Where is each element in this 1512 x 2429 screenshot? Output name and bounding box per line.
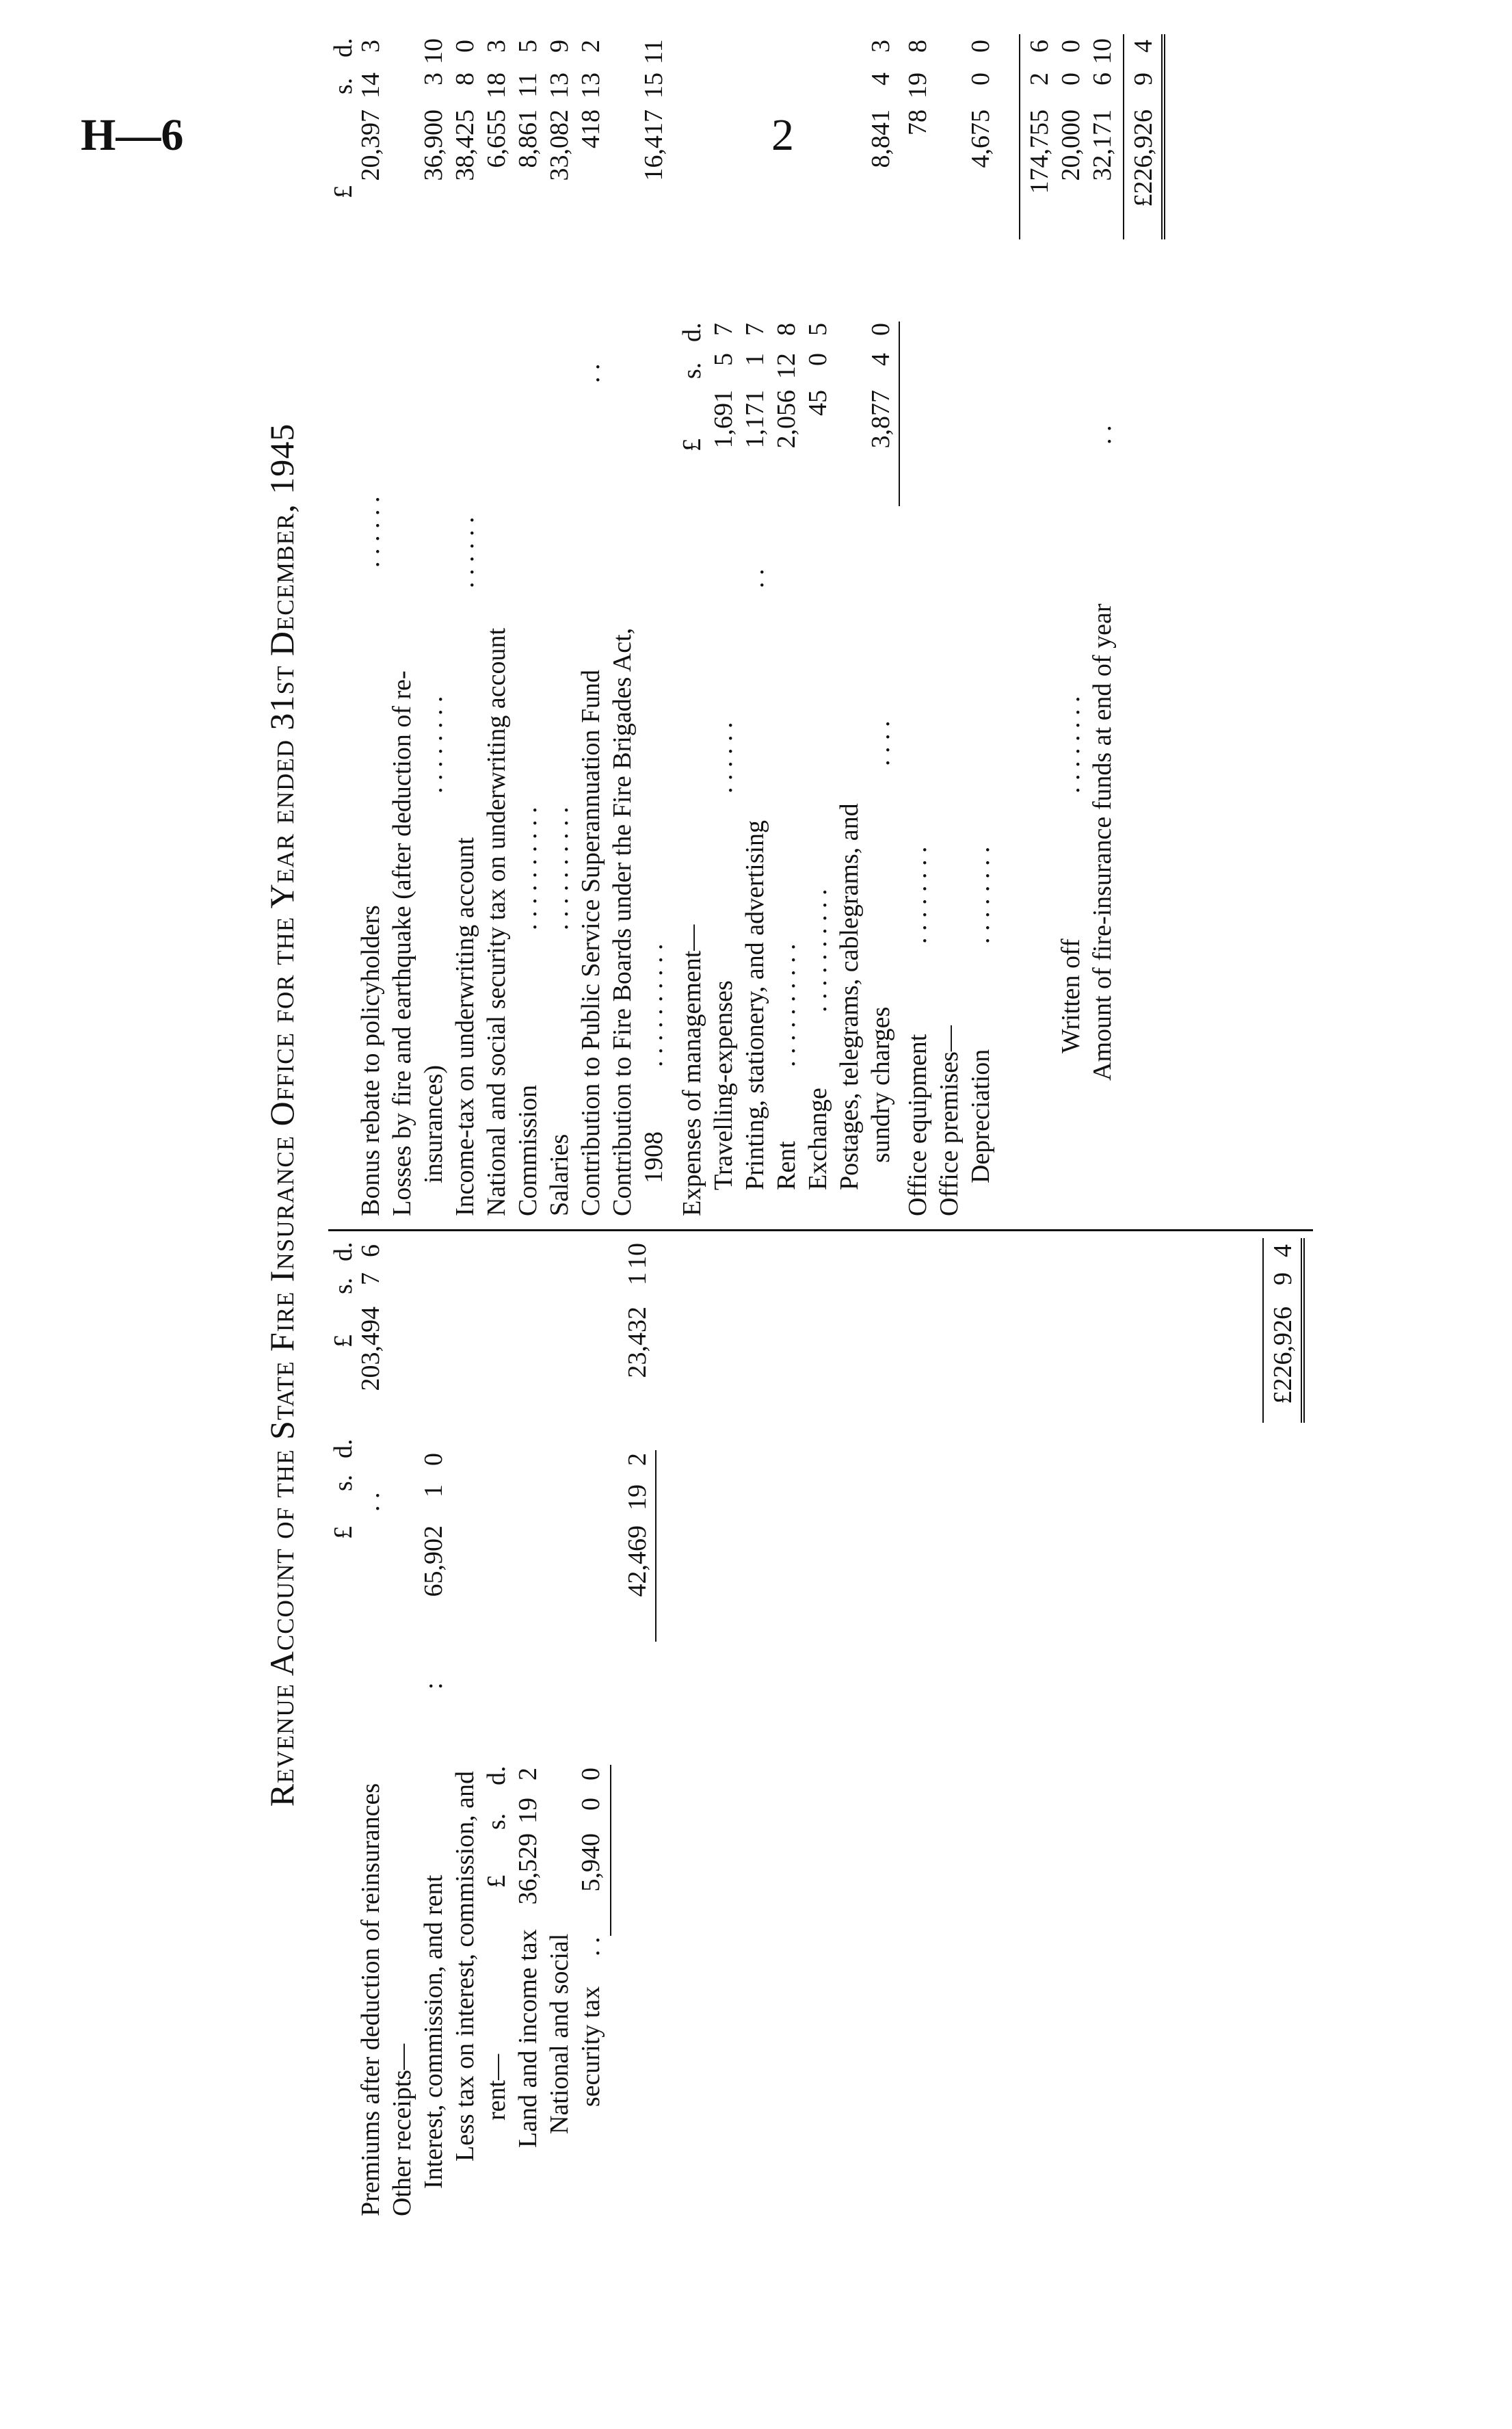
receipts-outer-pound-header: £	[329, 1335, 358, 1348]
national-security-pounds: 6,655	[482, 109, 511, 168]
office-equipment-pounds: 78	[903, 109, 932, 135]
receipts-outer-d-header: d.	[329, 1242, 358, 1261]
losses-label-line2: insurances)	[419, 1064, 448, 1183]
travelling-pounds: 1,691	[709, 390, 738, 449]
land-tax-label: Land and income tax	[514, 1929, 542, 2148]
interest-s: 1	[419, 1484, 448, 1497]
income-tax-pounds: 38,425	[451, 109, 479, 181]
receipts-total-double-rule	[1301, 1238, 1305, 1423]
rent-d: 8	[772, 323, 801, 336]
exchange-label: Exchange	[804, 1088, 832, 1190]
payments-s-header: s.	[329, 77, 358, 94]
losses-label-line1: Losses by fire and earthquake (after deduction of re-	[388, 670, 416, 1216]
depreciation-d: 0	[966, 40, 995, 53]
expenses-s-header: s.	[678, 362, 706, 379]
less-total-d: 2	[623, 1453, 652, 1466]
commission-s: 11	[514, 73, 542, 98]
amount-funds-pounds: 32,171	[1088, 109, 1117, 181]
rent-dots: . . . . . . . . . .	[772, 943, 801, 1067]
fire-boards-s: 15	[639, 73, 668, 99]
written-off-dots: . . . . . . . .	[1057, 696, 1085, 793]
security-tax-pounds: 5,940	[576, 1833, 605, 1892]
subtotal-s: 2	[1025, 73, 1054, 86]
net-other-pounds: 23,432	[623, 1307, 652, 1378]
superannuation-s: 13	[576, 73, 605, 99]
less-total-s: 19	[623, 1484, 652, 1510]
receipts-total-top-rule	[1262, 1238, 1264, 1423]
expenses-total-d: 3	[866, 40, 895, 53]
payments-total-pounds: £226,926	[1129, 109, 1158, 207]
fire-boards-pounds: 16,417	[639, 109, 668, 181]
depreciation-s: 0	[966, 73, 995, 86]
income-tax-d: 0	[451, 40, 479, 53]
amount-funds-dots: . .	[1088, 425, 1117, 445]
center-divider	[328, 1229, 1313, 1231]
bonus-dots: . . . . . .	[356, 496, 385, 568]
less-d-header: d.	[482, 1765, 511, 1785]
fire-boards-dots: . . . . . . . . . .	[639, 943, 668, 1067]
losses-dots: . . . . . . . .	[419, 696, 448, 793]
commission-dots: . . . . . . . . . .	[514, 806, 542, 930]
premiums-s: 7	[356, 1272, 385, 1285]
commission-d: 5	[514, 40, 542, 53]
net-other-s: 1	[623, 1272, 652, 1285]
national-security-d: 3	[482, 40, 511, 53]
interest-label: Interest, commission, and rent	[419, 1874, 448, 2189]
amount-funds-s: 6	[1088, 73, 1117, 86]
page-number: 2	[771, 110, 794, 160]
rent-label: rent—	[482, 2053, 511, 2121]
subtotal-d: 6	[1025, 40, 1054, 53]
postages-label-line2: sundry charges	[866, 1006, 895, 1163]
payments-subtotal-rule	[1019, 34, 1020, 239]
premiums-pounds: 203,494	[356, 1307, 385, 1391]
premiums-label: Premiums after deduction of reinsurances	[356, 1783, 385, 2216]
rent-label-payments: Rent	[772, 1141, 801, 1190]
postages-label-line1: Postages, telegrams, cablegrams, and	[835, 803, 864, 1190]
income-tax-label: Income-tax on underwriting account	[451, 837, 479, 1216]
payments-total-top-rule	[1123, 34, 1124, 239]
national-security-s: 18	[482, 73, 511, 99]
salaries-pounds: 33,082	[545, 109, 574, 181]
written-off-pounds: 20,000	[1057, 109, 1085, 181]
land-tax-pounds: 36,529	[514, 1833, 542, 1905]
fire-boards-label-line2: 1908	[639, 1131, 668, 1183]
page-code: H—6	[81, 110, 184, 160]
payments-total-double-rule	[1161, 34, 1165, 239]
expenses-d-header: d.	[678, 322, 706, 342]
losses-pounds: 36,900	[419, 109, 448, 181]
superannuation-d: 2	[576, 40, 605, 53]
net-other-d: 10	[623, 1243, 652, 1269]
printing-label: Printing, stationery, and advertising	[741, 819, 769, 1190]
fire-boards-label-line1: Contribution to Fire Boards under the Fire Brigades Act,	[608, 627, 637, 1216]
losses-d: 10	[419, 38, 448, 64]
subtotal-pounds: 174,755	[1025, 109, 1054, 194]
revenue-account-table	[263, 0, 1334, 2230]
expenses-total-s: 4	[866, 73, 895, 86]
receipts-total-s: 9	[1269, 1272, 1297, 1285]
superannuation-pounds: 418	[576, 109, 605, 148]
payments-total-s: 9	[1129, 73, 1158, 86]
postages-s: 4	[866, 353, 895, 366]
written-off-d: 0	[1057, 40, 1085, 53]
salaries-dots: . . . . . . . . . .	[545, 806, 574, 930]
expenses-pound-header: £	[678, 438, 706, 451]
income-tax-dots: . . . . . .	[451, 516, 479, 588]
payments-pound-header: £	[329, 185, 358, 198]
other-receipts-label: Other receipts—	[388, 2043, 416, 2216]
superannuation-dots: . .	[576, 363, 605, 383]
losses-s: 3	[419, 73, 448, 86]
travelling-label: Travelling-expenses	[709, 980, 738, 1190]
printing-s: 1	[741, 353, 769, 366]
bonus-label: Bonus rebate to policyholders	[356, 905, 385, 1216]
bonus-s: 14	[356, 73, 385, 99]
national-security-label: National and social security tax on underwriting account	[482, 627, 511, 1216]
interest-pounds: 65,902	[419, 1525, 448, 1597]
office-equipment-s: 19	[903, 73, 932, 99]
receipts-inner-s-header: s.	[329, 1474, 358, 1491]
commission-label: Commission	[514, 1084, 542, 1216]
interest-d: 0	[419, 1453, 448, 1466]
fire-boards-d: 11	[639, 39, 668, 64]
receipts-inner-pound-header: £	[329, 1526, 358, 1539]
table-title: Revenue Account of the State Fire Insurance Office for the Year ended 31st December, 1945	[263, 423, 301, 1807]
travelling-d: 7	[709, 323, 738, 336]
salaries-d: 9	[545, 40, 574, 53]
salaries-label: Salaries	[545, 1133, 574, 1216]
written-off-s: 0	[1057, 73, 1085, 86]
bonus-pounds: 20,397	[356, 109, 385, 181]
national-social-label: National and social	[545, 1933, 574, 2134]
receipts-inner-rule	[655, 1450, 656, 1642]
security-tax-dots: . .	[576, 1936, 605, 1956]
less-subtotal-rule	[610, 1765, 611, 1936]
depreciation-pounds: 4,675	[966, 109, 995, 168]
postages-d: 0	[866, 323, 895, 336]
travelling-s: 5	[709, 353, 738, 366]
security-tax-d: 0	[576, 1768, 605, 1781]
interest-dots: :	[419, 1682, 448, 1690]
exchange-dots: . . . . . . . . . .	[804, 889, 832, 1012]
exchange-s: 0	[804, 353, 832, 366]
payments-total-d: 4	[1129, 40, 1158, 53]
bonus-d: 3	[356, 40, 385, 53]
printing-d: 7	[741, 323, 769, 336]
commission-pounds: 8,861	[514, 109, 542, 168]
office-equipment-dots: . . . . . . . .	[903, 846, 932, 944]
depreciation-dots: . . . . . . . .	[966, 846, 995, 944]
rent-s: 12	[772, 353, 801, 379]
expenses-label: Expenses of management—	[678, 924, 706, 1216]
postages-dots: . . . .	[866, 720, 895, 766]
exchange-d: 5	[804, 323, 832, 336]
expenses-total-pounds: 8,841	[866, 109, 895, 168]
exchange-pounds: 45	[804, 390, 832, 416]
less-pound-header: £	[482, 1875, 511, 1888]
printing-pounds: 1,171	[741, 390, 769, 449]
office-premises-label: Office premises—	[935, 1025, 964, 1216]
office-equipment-d: 8	[903, 40, 932, 53]
income-tax-s: 8	[451, 73, 479, 86]
premiums-dots: . .	[356, 1492, 385, 1512]
premiums-d: 6	[356, 1244, 385, 1257]
travelling-dots: . . . . . .	[709, 722, 738, 793]
rent-pounds: 2,056	[772, 390, 801, 449]
expenses-subtotal-rule	[899, 321, 900, 506]
less-total-pounds: 42,469	[623, 1525, 652, 1597]
amount-funds-d: 10	[1088, 38, 1117, 64]
security-tax-label: security tax	[576, 1986, 605, 2107]
receipts-inner-d-header: d.	[329, 1439, 358, 1458]
receipts-outer-s-header: s.	[329, 1277, 358, 1294]
receipts-total-pounds: £226,926	[1269, 1307, 1297, 1404]
receipts-total-d: 4	[1269, 1244, 1297, 1257]
land-tax-d: 2	[514, 1768, 542, 1781]
salaries-s: 13	[545, 73, 574, 99]
payments-d-header: d.	[329, 38, 358, 57]
office-equipment-label: Office equipment	[903, 1034, 932, 1216]
postages-pounds: 3,877	[866, 390, 895, 449]
security-tax-s: 0	[576, 1798, 605, 1811]
amount-funds-label: Amount of fire-insurance funds at end of year	[1088, 603, 1117, 1081]
land-tax-s: 19	[514, 1798, 542, 1824]
written-off-label: Written off	[1057, 938, 1085, 1053]
less-s-header: s.	[482, 1813, 511, 1830]
less-tax-label: Less tax on interest, commission, and	[451, 1771, 479, 2162]
depreciation-label: Depreciation	[966, 1049, 995, 1183]
printing-dots: . .	[741, 568, 769, 588]
superannuation-label: Contribution to Public Service Superannuation Fund	[576, 670, 605, 1216]
